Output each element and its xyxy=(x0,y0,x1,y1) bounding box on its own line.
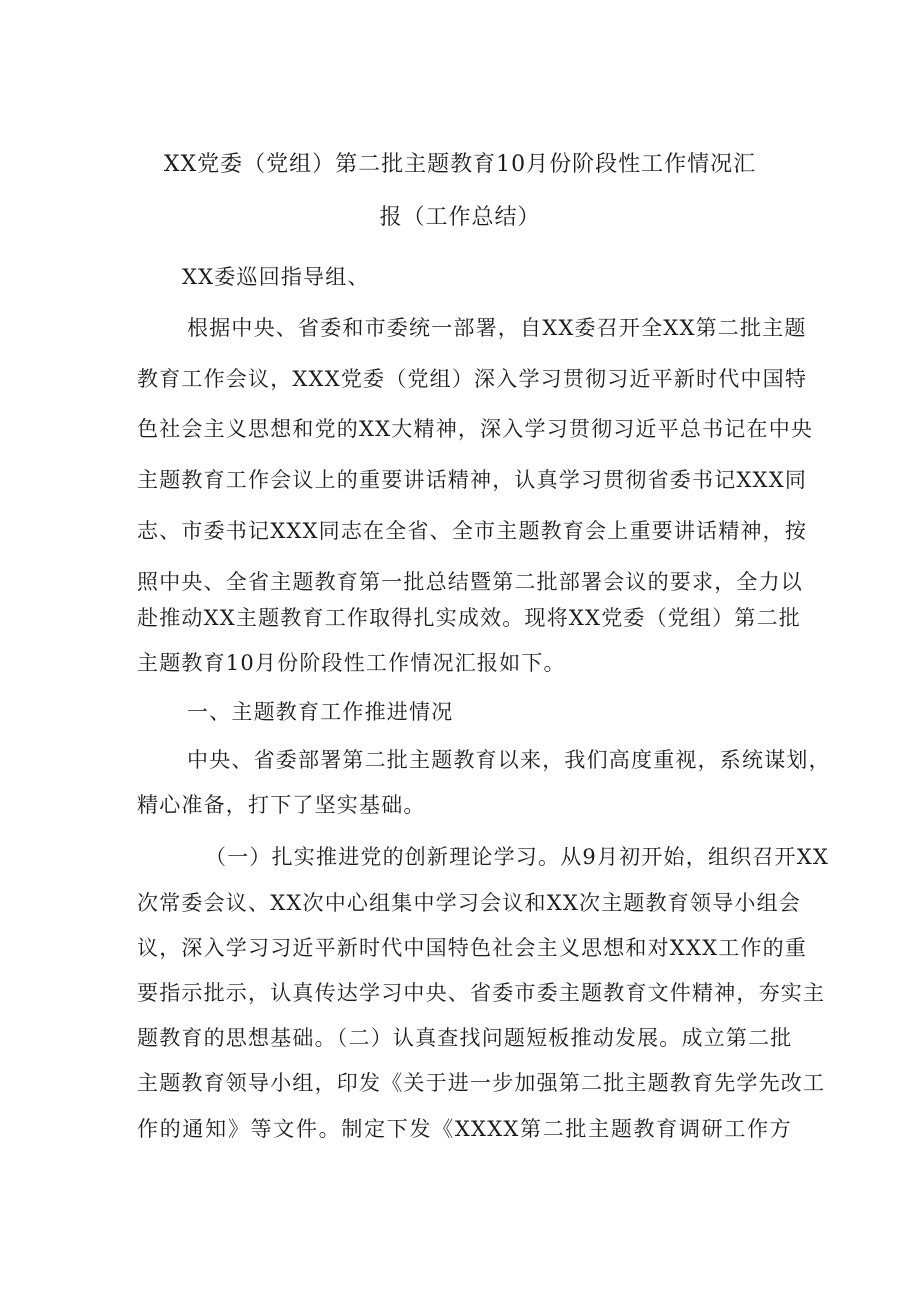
section-1-heading: 一、主题教育工作推进情况 xyxy=(187,700,454,724)
paragraph-2-line: 中央、省委部署第二批主题教育以来，我们高度重视，系统谋划， xyxy=(187,748,831,772)
paragraph-3-line: （一）扎实推进党的创新理论学习。从9月初开始，组织召开XX xyxy=(205,845,830,869)
paragraph-1-line: 主题教育工作会议上的重要讲话精神，认真学习贯彻省委书记XXX同 xyxy=(137,468,808,492)
paragraph-1-line: 教育工作会议，XXX党委（党组）深入学习贯彻习近平新时代中国特 xyxy=(137,367,808,391)
document-title-line-2: 报（工作总结） xyxy=(379,205,541,230)
paragraph-2-line: 精心准备，打下了坚实基础。 xyxy=(137,793,426,817)
paragraph-1-line: 色社会主义思想和党的XX大精神，深入学习贯彻习近平总书记在中央 xyxy=(137,417,814,441)
paragraph-1-line: 志、市委书记XXX同志在全省、全市主题教育会上重要讲话精神，按 xyxy=(137,519,808,543)
paragraph-1-line: 根据中央、省委和市委统一部署，自XX委召开全XX第二批主题 xyxy=(187,316,807,340)
paragraph-3-line: 议，深入学习习近平新时代中国特色社会主义思想和对XXX工作的重 xyxy=(137,936,808,960)
paragraph-1-line: 主题教育10月份阶段性工作情况汇报如下。 xyxy=(137,651,566,675)
document-title-line-1: XX党委（党组）第二批主题教育10月份阶段性工作情况汇 xyxy=(163,152,757,177)
salutation: XX委巡回指导组、 xyxy=(182,265,370,289)
paragraph-1-line: 照中央、全省主题教育第一批总结暨第二批部署会议的要求，全力以 xyxy=(137,570,803,594)
paragraph-3-line: 次常委会议、XX次中心组集中学习会议和XX次主题教育领导小组会 xyxy=(137,891,801,915)
paragraph-3-line: 作的通知》等文件。制定下发《XXXX第二批主题教育调研工作方 xyxy=(137,1117,792,1141)
paragraph-3-line: 要指示批示，认真传达学习中央、省委市委主题教育文件精神，夯实主 xyxy=(137,981,826,1005)
paragraph-3-line: 主题教育领导小组，印发《关于进一步加强第二批主题教育先学先改工 xyxy=(137,1071,826,1095)
paragraph-1-line: 赴推动XX主题教育工作取得扎实成效。现将XX党委（党组）第二批 xyxy=(137,606,801,630)
paragraph-3-line: 题教育的思想基础。（二）认真查找问题短板推动发展。成立第二批 xyxy=(137,1026,793,1050)
